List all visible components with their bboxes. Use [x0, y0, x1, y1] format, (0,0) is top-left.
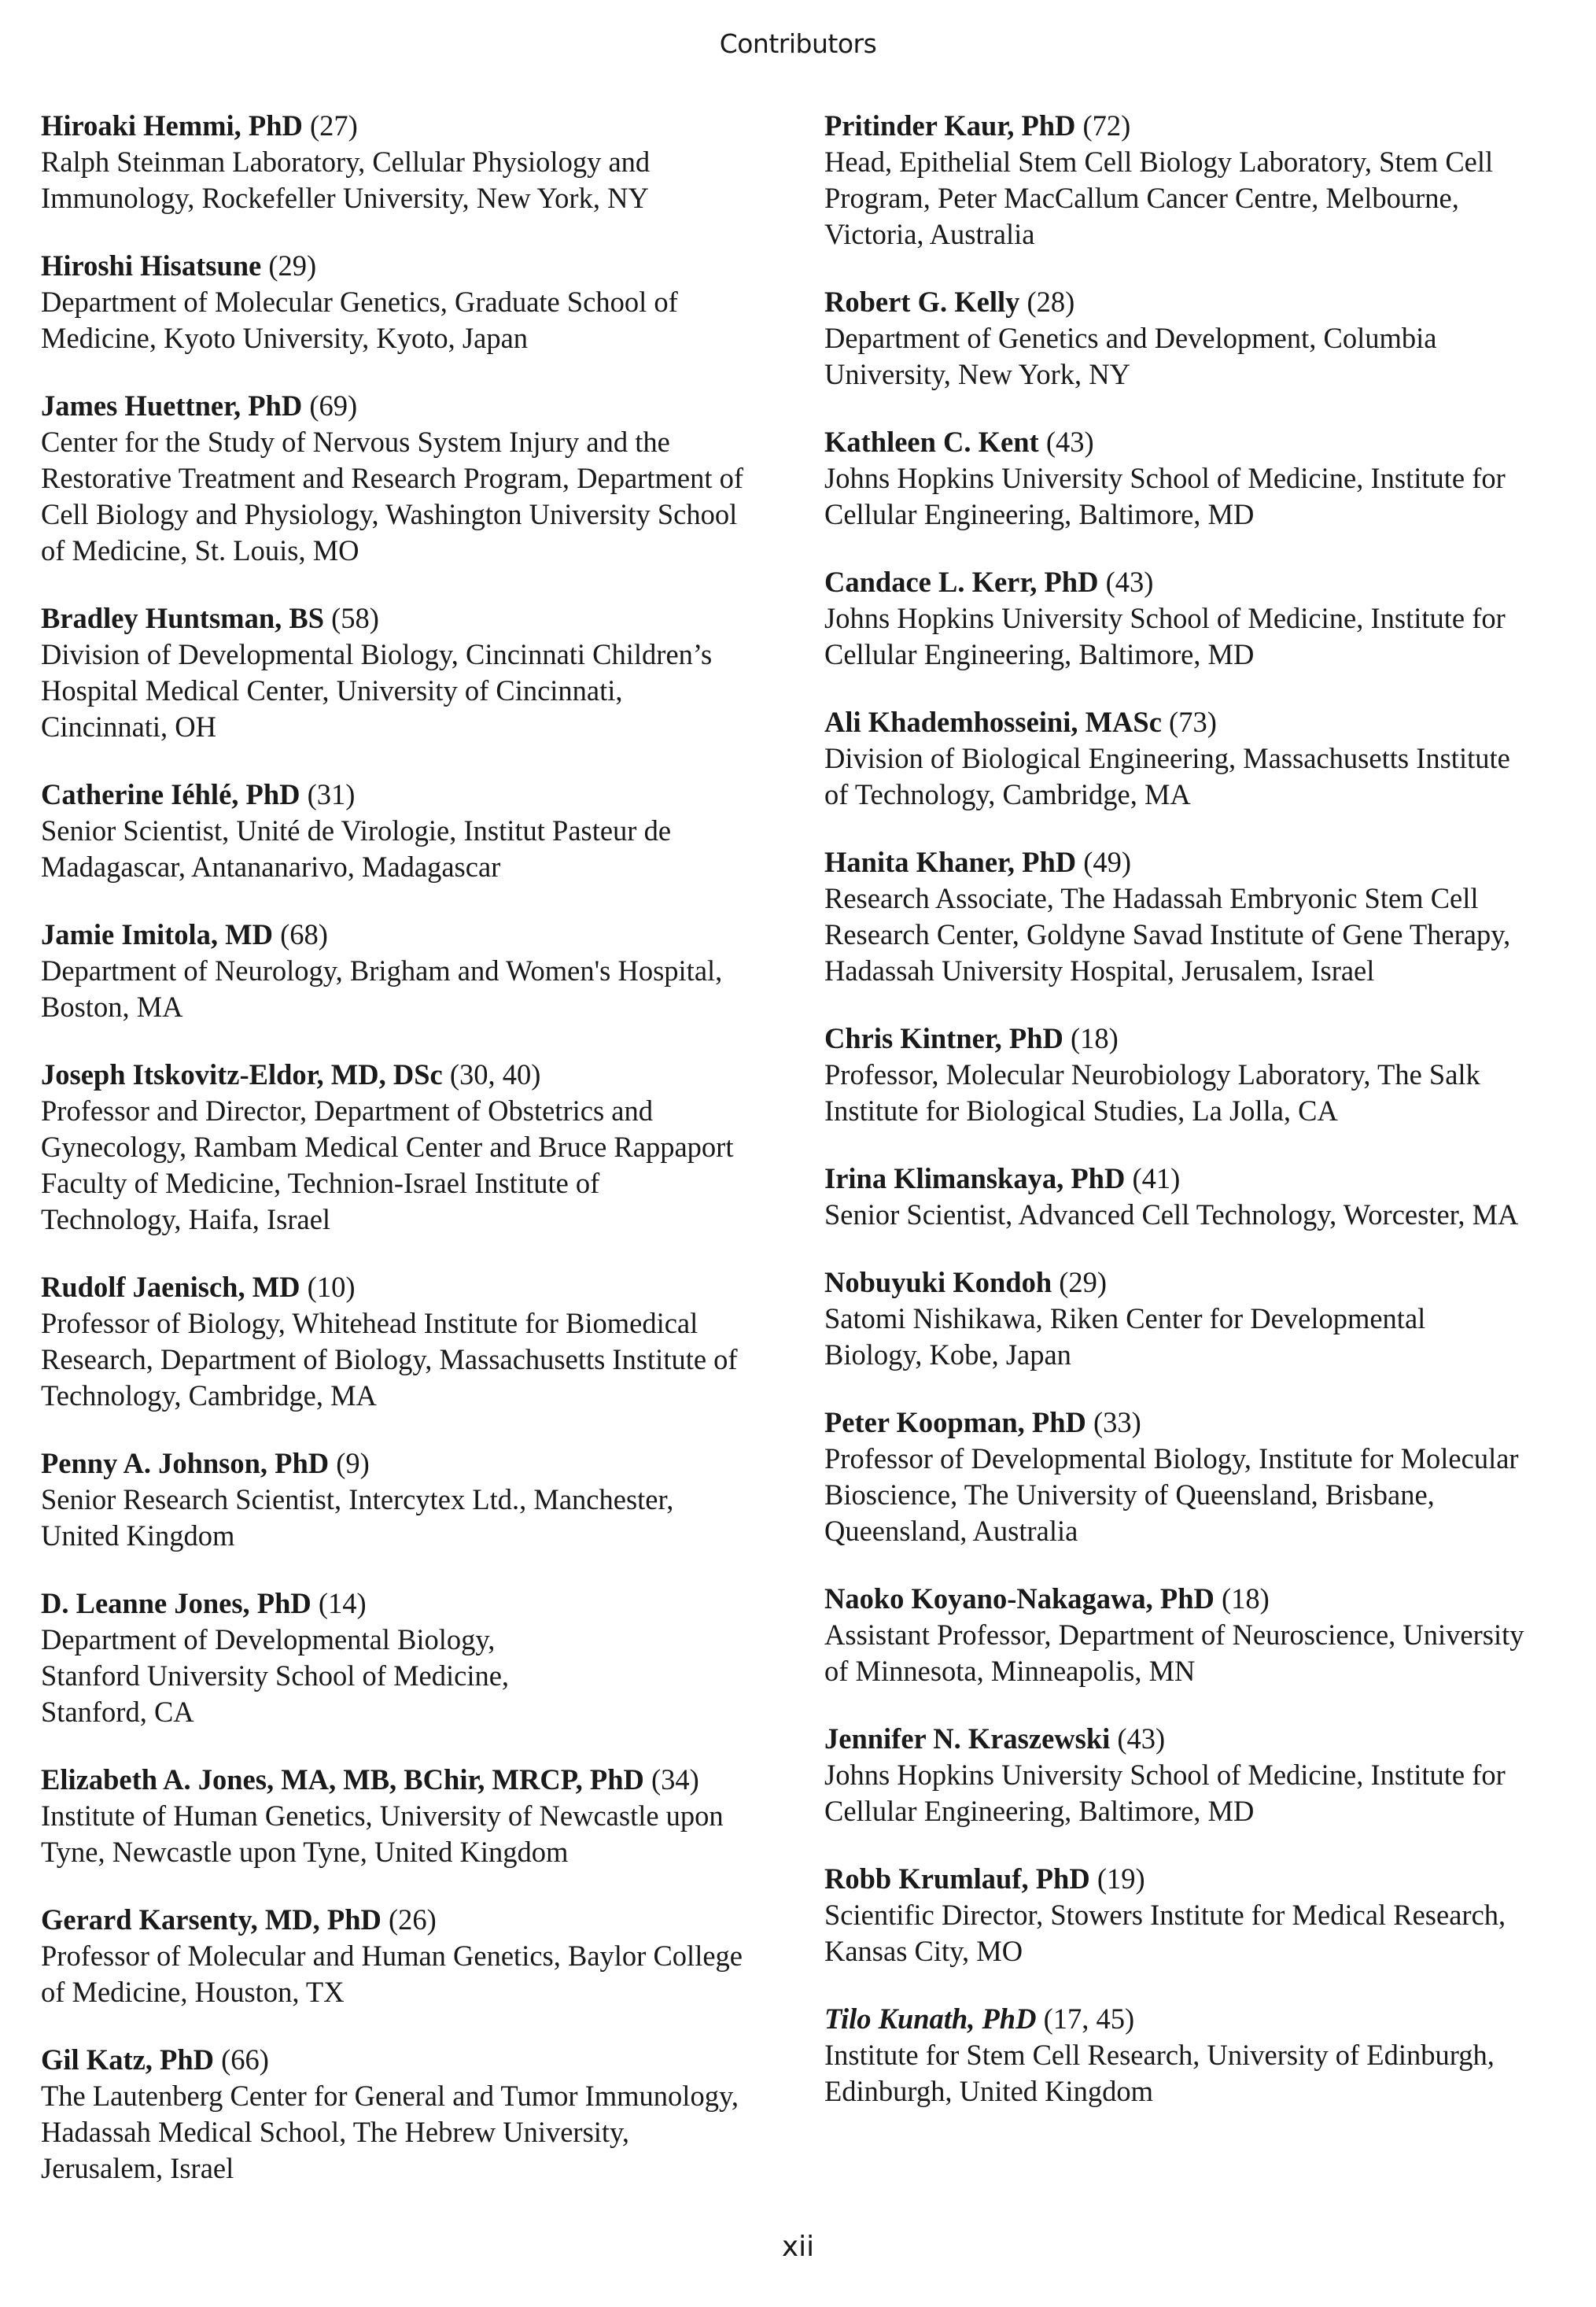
- contributor-entry: [41, 108, 788, 216]
- contributor-chapters: (27): [310, 109, 358, 142]
- contributor-heading: [824, 108, 1572, 144]
- contributor-affiliation: Johns Hopkins University School of Medicine, Institute for Cellular Engineering, Baltimore, MD: [824, 462, 1506, 530]
- contributor-chapters: (43): [1117, 1722, 1166, 1755]
- contributor-heading: [41, 1445, 788, 1482]
- contributor-chapters: (66): [221, 2043, 269, 2076]
- contributor-entry: [41, 1762, 788, 1870]
- contributor-affiliation: Department of Genetics and Development, Columbia University, New York, NY: [824, 322, 1437, 390]
- contributor-heading: [824, 1161, 1572, 1197]
- contributor-affiliation: Institute for Stem Cell Research, University of Edinburgh, Edinburgh, United Kingdom: [824, 2039, 1495, 2107]
- contributor-chapters: (18): [1221, 1582, 1270, 1615]
- contributor-heading: [824, 564, 1572, 600]
- contributor-entry: [824, 1861, 1572, 1969]
- contributor-heading: [41, 1762, 788, 1798]
- contributor-affiliation: Head, Epithelial Stem Cell Biology Laboratory, Stem Cell Program, Peter MacCallum Cancer Centre, Melbourne, Victoria, Australia: [824, 146, 1494, 250]
- contributor-entry: [41, 1445, 788, 1554]
- contributor-heading: [824, 704, 1572, 740]
- contributor-name: Joseph Itskovitz-Eldor, MD, DSc: [41, 1058, 443, 1091]
- contributor-heading: [41, 2042, 788, 2078]
- contributor-heading: [824, 284, 1572, 320]
- contributor-heading: [824, 1861, 1572, 1897]
- contributor-entry: [41, 1902, 788, 2010]
- contributor-affiliation: Johns Hopkins University School of Medicine, Institute for Cellular Engineering, Baltimore, MD: [824, 1759, 1506, 1827]
- contributor-heading: [41, 1057, 788, 1093]
- contributor-heading: [41, 917, 788, 953]
- contributors-left-column: [41, 108, 788, 2218]
- contributor-entry: [824, 704, 1572, 813]
- contributor-entry: [41, 1269, 788, 1414]
- contributor-heading: [41, 1269, 788, 1305]
- contributor-heading: [41, 1902, 788, 1938]
- contributor-name: Rudolf Jaenisch, MD: [41, 1271, 300, 1303]
- contributor-affiliation: Department of Molecular Genetics, Graduate School of Medicine, Kyoto University, Kyoto, Japan: [41, 286, 678, 354]
- contributor-heading: [41, 248, 788, 284]
- contributor-name: Bradley Huntsman, BS: [41, 602, 325, 634]
- contributor-chapters: (19): [1097, 1862, 1145, 1895]
- contributor-affiliation: Johns Hopkins University School of Medicine, Institute for Cellular Engineering, Baltimore, MD: [824, 602, 1506, 670]
- contributor-entry: [41, 600, 788, 745]
- contributor-affiliation: Department of Neurology, Brigham and Women's Hospital, Boston, MA: [41, 954, 723, 1023]
- contributor-entry: [41, 2042, 788, 2187]
- contributor-affiliation: Research Associate, The Hadassah Embryonic Stem Cell Research Center, Goldyne Savad Institute of Gene Therapy, Hadassah University Hospital, Jerusalem, Israel: [824, 882, 1511, 987]
- contributor-name: Nobuyuki Kondoh: [824, 1266, 1052, 1298]
- contributor-chapters: (28): [1027, 286, 1075, 318]
- contributor-entry: [824, 108, 1572, 253]
- contributor-affiliation: Assistant Professor, Department of Neuroscience, University of Minnesota, Minneapolis, MN: [824, 1619, 1524, 1687]
- contributor-name: Gil Katz, PhD: [41, 2043, 214, 2076]
- contributor-entry: [824, 844, 1572, 989]
- contributor-affiliation: Scientific Director, Stowers Institute for Medical Research, Kansas City, MO: [824, 1899, 1506, 1967]
- contributor-heading: [824, 424, 1572, 460]
- contributor-entry: [41, 777, 788, 885]
- contributor-chapters: (29): [268, 249, 317, 282]
- contributor-heading: [41, 1585, 788, 1622]
- contributor-chapters: (43): [1045, 426, 1094, 458]
- contributor-affiliation: Division of Biological Engineering, Massachusetts Institute of Technology, Cambridge, MA: [824, 742, 1510, 810]
- contributor-entry: [41, 388, 788, 569]
- contributor-name: Peter Koopman, PhD: [824, 1406, 1086, 1438]
- contributor-name: Robert G. Kelly: [824, 286, 1020, 318]
- contributor-entry: [824, 1264, 1572, 1373]
- contributor-chapters: (18): [1071, 1022, 1119, 1054]
- contributor-heading: [824, 1021, 1572, 1057]
- contributor-name: Hiroaki Hemmi, PhD: [41, 109, 303, 142]
- contributor-chapters: (33): [1093, 1406, 1141, 1438]
- contributor-chapters: (41): [1132, 1162, 1181, 1194]
- contributor-affiliation: Satomi Nishikawa, Riken Center for Developmental Biology, Kobe, Japan: [824, 1302, 1426, 1371]
- contributor-name: Tilo Kunath, PhD: [824, 2002, 1037, 2035]
- running-head: Contributors: [719, 28, 877, 59]
- contributor-name: James Huettner, PhD: [41, 389, 303, 422]
- contributor-name: D. Leanne Jones, PhD: [41, 1587, 311, 1619]
- contributor-entry: [41, 1057, 788, 1238]
- contributor-name: Catherine Iéhlé, PhD: [41, 778, 300, 810]
- contributor-chapters: (34): [651, 1763, 699, 1796]
- contributor-heading: [41, 777, 788, 813]
- contributor-affiliation: Professor, Molecular Neurobiology Laboratory, The Salk Institute for Biological Studies, La Jolla, CA: [824, 1058, 1480, 1127]
- contributor-name: Irina Klimanskaya, PhD: [824, 1162, 1126, 1194]
- contributor-chapters: (9): [336, 1447, 370, 1479]
- contributor-chapters: (26): [389, 1903, 437, 1936]
- contributor-chapters: (73): [1169, 706, 1217, 738]
- contributor-name: Hanita Khaner, PhD: [824, 846, 1077, 878]
- contributor-heading: [824, 1405, 1572, 1441]
- contributor-affiliation: Professor and Director, Department of Obstetrics and Gynecology, Rambam Medical Center and Bruce Rappaport Faculty of Medicine, Technion-Israel Institute of Technology, Haifa, Israel: [41, 1094, 734, 1235]
- contributor-affiliation: Professor of Developmental Biology, Institute for Molecular Bioscience, The University of Queensland, Brisbane, Queensland, Australia: [824, 1442, 1519, 1547]
- contributor-heading: [824, 1581, 1572, 1617]
- contributor-name: Candace L. Kerr, PhD: [824, 566, 1099, 598]
- contributor-chapters: (17, 45): [1043, 2002, 1135, 2035]
- contributor-name: Ali Khademhosseini, MASc: [824, 706, 1162, 738]
- contributor-entry: [824, 1405, 1572, 1549]
- contributor-name: Pritinder Kaur, PhD: [824, 109, 1076, 142]
- contributor-affiliation: Center for the Study of Nervous System Injury and the Restorative Treatment and Research Program, Department of Cell Biology and Physiology, Washington University School of Medicine, St. Louis, MO: [41, 426, 743, 567]
- contributor-chapters: (31): [307, 778, 356, 810]
- contributor-entry: [824, 1581, 1572, 1689]
- contributor-affiliation: Senior Scientist, Advanced Cell Technology, Worcester, MA: [824, 1198, 1519, 1231]
- contributor-heading: [824, 1721, 1572, 1757]
- contributor-name: Gerard Karsenty, MD, PhD: [41, 1903, 381, 1936]
- contributor-chapters: (29): [1059, 1266, 1108, 1298]
- contributor-heading: [41, 600, 788, 637]
- contributor-heading: [824, 2001, 1572, 2037]
- contributor-entry: [824, 424, 1572, 533]
- contributor-chapters: (49): [1083, 846, 1132, 878]
- contributor-name: Penny A. Johnson, PhD: [41, 1447, 330, 1479]
- contributor-affiliation: Senior Scientist, Unité de Virologie, Institut Pasteur de Madagascar, Antananarivo, Madagascar: [41, 814, 672, 883]
- contributor-heading: [41, 388, 788, 424]
- contributor-affiliation: Department of Developmental Biology, Stanford University School of Medicine, Stanford, CA: [41, 1623, 510, 1728]
- contributor-name: Robb Krumlauf, PhD: [824, 1862, 1090, 1895]
- contributor-name: Kathleen C. Kent: [824, 426, 1039, 458]
- contributor-chapters: (69): [309, 389, 358, 422]
- contributor-affiliation: Division of Developmental Biology, Cincinnati Children’s Hospital Medical Center, University of Cincinnati, Cincinnati, OH: [41, 638, 713, 743]
- contributor-chapters: (72): [1082, 109, 1131, 142]
- contributor-entry: [824, 564, 1572, 673]
- contributor-affiliation: Senior Research Scientist, Intercytex Ltd., Manchester, United Kingdom: [41, 1483, 674, 1552]
- contributor-affiliation: Professor of Molecular and Human Genetics, Baylor College of Medicine, Houston, TX: [41, 1940, 743, 2008]
- contributor-chapters: (43): [1105, 566, 1154, 598]
- contributor-heading: [824, 844, 1572, 880]
- contributor-chapters: (68): [280, 918, 328, 950]
- page-number: xii: [781, 2231, 815, 2263]
- contributor-affiliation: Professor of Biology, Whitehead Institute for Biomedical Research, Department of Biology, Massachusetts Institute of Technology, Cambridge, MA: [41, 1307, 738, 1412]
- contributor-name: Elizabeth A. Jones, MA, MB, BChir, MRCP, PhD: [41, 1763, 644, 1796]
- contributor-entry: [824, 1021, 1572, 1129]
- contributor-chapters: (30, 40): [449, 1058, 541, 1091]
- contributor-entry: [824, 284, 1572, 393]
- contributor-chapters: (10): [307, 1271, 356, 1303]
- contributor-entry: [824, 1721, 1572, 1829]
- contributor-heading: [824, 1264, 1572, 1301]
- contributor-affiliation: Institute of Human Genetics, University of Newcastle upon Tyne, Newcastle upon Tyne, United Kingdom: [41, 1799, 724, 1868]
- contributor-chapters: (14): [318, 1587, 367, 1619]
- contributor-name: Jamie Imitola, MD: [41, 918, 273, 950]
- contributor-entry: [824, 2001, 1572, 2110]
- contributor-heading: [41, 108, 788, 144]
- contributor-name: Hiroshi Hisatsune: [41, 249, 262, 282]
- contributor-affiliation: The Lautenberg Center for General and Tumor Immunology, Hadassah Medical School, The Hebrew University, Jerusalem, Israel: [41, 2080, 739, 2184]
- contributor-entry: [41, 248, 788, 356]
- contributor-chapters: (58): [331, 602, 379, 634]
- contributor-name: Chris Kintner, PhD: [824, 1022, 1063, 1054]
- contributor-entry: [824, 1161, 1572, 1233]
- contributor-name: Naoko Koyano-Nakagawa, PhD: [824, 1582, 1215, 1615]
- contributor-entry: [41, 1585, 788, 1730]
- contributor-entry: [41, 917, 788, 1025]
- contributor-name: Jennifer N. Kraszewski: [824, 1722, 1111, 1755]
- contributors-right-column: [824, 108, 1572, 2141]
- contributor-affiliation: Ralph Steinman Laboratory, Cellular Physiology and Immunology, Rockefeller University, New York, NY: [41, 146, 651, 214]
